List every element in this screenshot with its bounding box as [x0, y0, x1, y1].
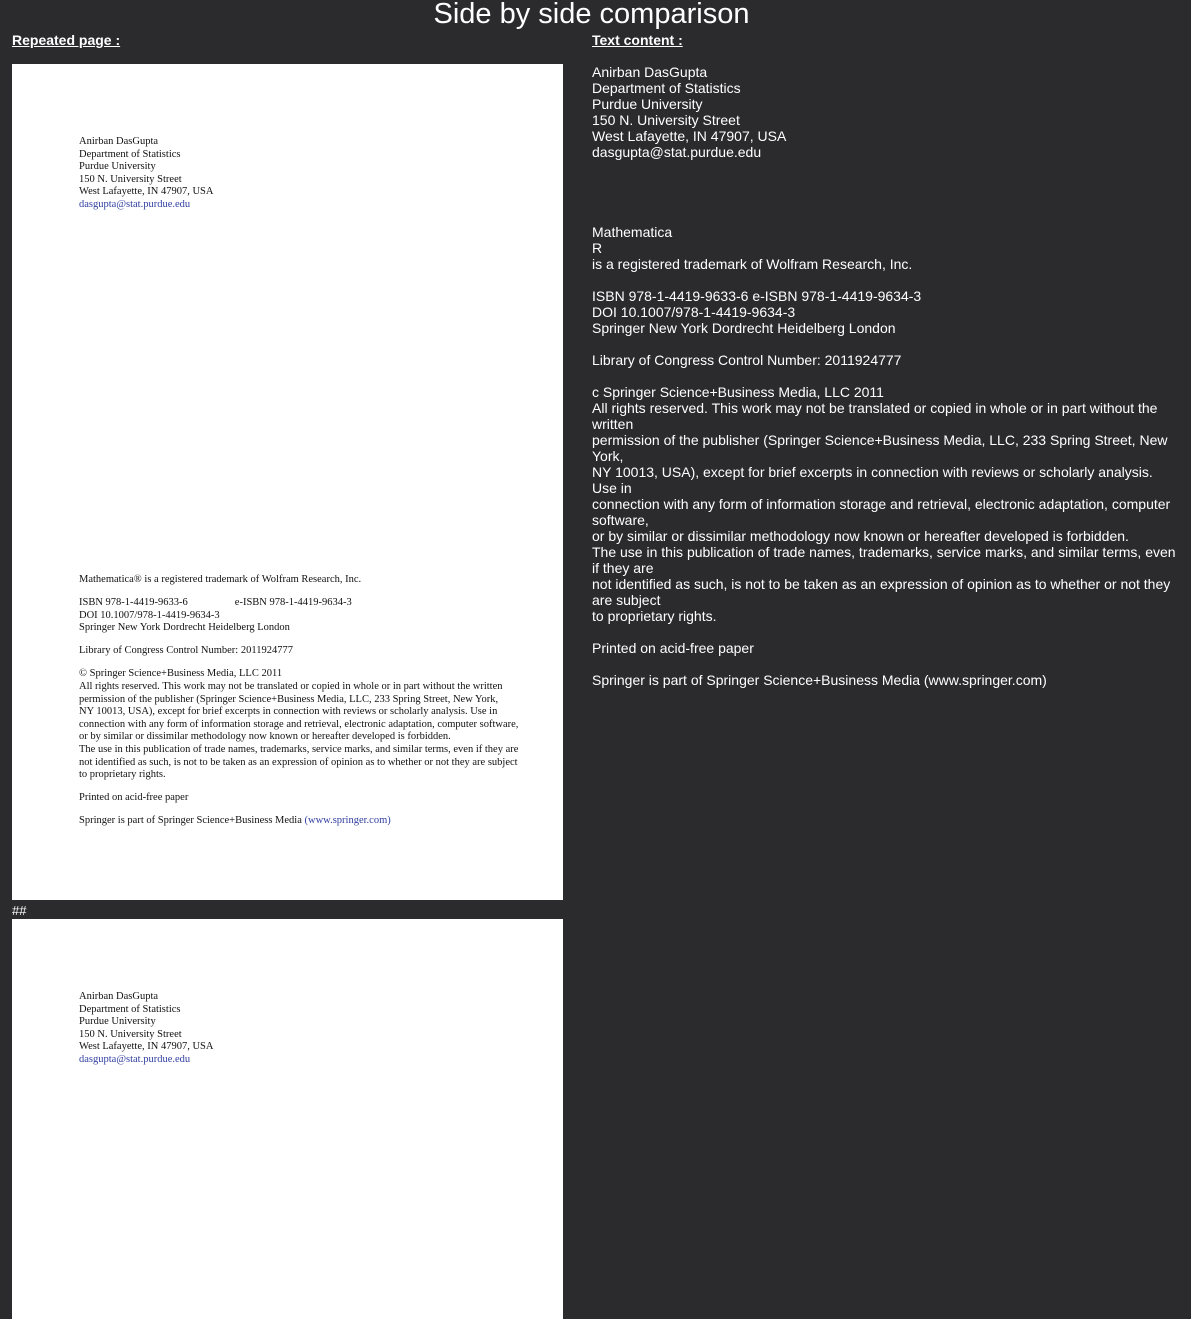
loc-number: Library of Congress Control Number: 2011924777	[79, 645, 293, 657]
text-line: permission of the publisher (Springer Science+Business Media, LLC, 233 Spring Street, New York,	[592, 432, 1168, 464]
email-link: dasgupta@stat.purdue.edu	[79, 1053, 191, 1065]
text-line: Mathematica	[592, 224, 673, 240]
city: West Lafayette, IN 47907, USA	[79, 186, 214, 198]
doi: DOI 10.1007/978-1-4419-9634-3	[79, 609, 220, 621]
page-separator: ##	[12, 903, 27, 918]
author-name: Anirban DasGupta	[79, 991, 159, 1002]
email-link: dasgupta@stat.purdue.edu	[79, 198, 191, 210]
text-line	[592, 624, 1177, 640]
page-scan-image	[12, 919, 563, 1319]
text-line: or by similar or dissimilar methodology now known or hereafter developed is forbidden.	[592, 528, 1129, 544]
rights-line: The use in this publication of trade names, trademarks, service marks, and similar terms, even if they are	[79, 744, 519, 756]
page-title: Side by side comparison	[433, 0, 750, 30]
acid-free-note: Printed on acid-free paper	[79, 792, 189, 804]
text-line	[592, 176, 1177, 192]
text-line: Department of Statistics	[592, 80, 741, 96]
rights-line: to proprietary rights.	[79, 769, 166, 781]
page-scan-image	[12, 64, 563, 900]
repeated-page-heading: Repeated page :	[12, 32, 121, 48]
rights-line: permission of the publisher (Springer Science+Business Media, LLC, 233 Spring Street, New York,	[79, 693, 499, 705]
author-name: Anirban DasGupta	[79, 136, 159, 147]
e-isbn: e-ISBN 978-1-4419-9634-3	[234, 597, 352, 609]
text-line: Springer is part of Springer Science+Business Media (www.springer.com)	[592, 672, 1047, 688]
text-line: ISBN 978-1-4419-9633-6 e-ISBN 978-1-4419-9634-3	[592, 288, 922, 304]
text-line: is a registered trademark of Wolfram Research, Inc.	[592, 256, 913, 272]
text-line: The use in this publication of trade names, trademarks, service marks, and similar terms, even if they are	[592, 544, 1176, 576]
rights-line: not identified as such, is not to be taken as an expression of opinion as to whether or not they are subject	[79, 756, 518, 768]
department: Department of Statistics	[79, 148, 181, 160]
text-line: dasgupta@stat.purdue.edu	[592, 144, 762, 160]
rights-line: NY 10013, USA), except for brief excerpts in connection with reviews or scholarly analysis. Use in	[79, 706, 498, 718]
text-line	[592, 160, 1177, 176]
text-line: West Lafayette, IN 47907, USA	[592, 128, 787, 144]
text-line: to proprietary rights.	[592, 608, 717, 624]
rights-line: or by similar or dissimilar methodology now known or hereafter developed is forbidden.	[79, 731, 451, 743]
trademark-notice: Mathematica® is a registered trademark of Wolfram Research, Inc.	[79, 574, 362, 585]
university: Purdue University	[79, 1016, 156, 1028]
street: 150 N. University Street	[79, 1028, 182, 1040]
text-line: R	[592, 240, 603, 256]
text-line	[592, 336, 1177, 352]
isbn: ISBN 978-1-4419-9633-6	[79, 597, 188, 609]
text-line: Printed on acid-free paper	[592, 640, 754, 656]
text-line: 150 N. University Street	[592, 112, 740, 128]
university: Purdue University	[79, 161, 156, 173]
publisher: Springer New York Dordrecht Heidelberg London	[79, 622, 290, 634]
author-address-block	[79, 991, 213, 1067]
text-line: DOI 10.1007/978-1-4419-9634-3	[592, 304, 796, 320]
springer-note	[79, 815, 495, 828]
text-line	[592, 192, 1177, 208]
text-line: All rights reserved. This work may not be translated or copied in whole or in part without the written	[592, 400, 1158, 432]
copyright-block	[79, 574, 519, 828]
text-line	[592, 368, 1177, 384]
text-content-panel	[592, 64, 1177, 688]
text-line	[592, 272, 1177, 288]
text-line: c Springer Science+Business Media, LLC 2011	[592, 384, 884, 400]
author-address-block	[79, 136, 213, 212]
text-line: connection with any form of information storage and retrieval, electronic adaptation, computer software,	[592, 496, 1171, 528]
city: West Lafayette, IN 47907, USA	[79, 1041, 214, 1053]
text-line: Anirban DasGupta	[592, 64, 708, 80]
rights-line: All rights reserved. This work may not be translated or copied in whole or in part without the written	[79, 681, 503, 693]
street: 150 N. University Street	[79, 173, 182, 185]
text-line: Purdue University	[592, 96, 703, 112]
text-content-heading: Text content :	[592, 32, 683, 48]
springer-note-text: Springer is part of Springer Science+Business Media	[79, 815, 305, 827]
copyright-line: © Springer Science+Business Media, LLC 2011	[79, 668, 283, 680]
text-line	[592, 656, 1177, 672]
text-line: NY 10013, USA), except for brief excerpts in connection with reviews or scholarly analysis. Use in	[592, 464, 1153, 496]
text-line: Springer New York Dordrecht Heidelberg London	[592, 320, 896, 336]
springer-link: (www.springer.com)	[304, 815, 391, 827]
text-line: not identified as such, is not to be taken as an expression of opinion as to whether or not they are subject	[592, 576, 1171, 608]
text-line	[592, 208, 1177, 224]
isbn-line	[79, 597, 495, 610]
rights-line: connection with any form of information storage and retrieval, electronic adaptation, computer software,	[79, 718, 519, 730]
department: Department of Statistics	[79, 1003, 181, 1015]
text-line: Library of Congress Control Number: 2011924777	[592, 352, 902, 368]
